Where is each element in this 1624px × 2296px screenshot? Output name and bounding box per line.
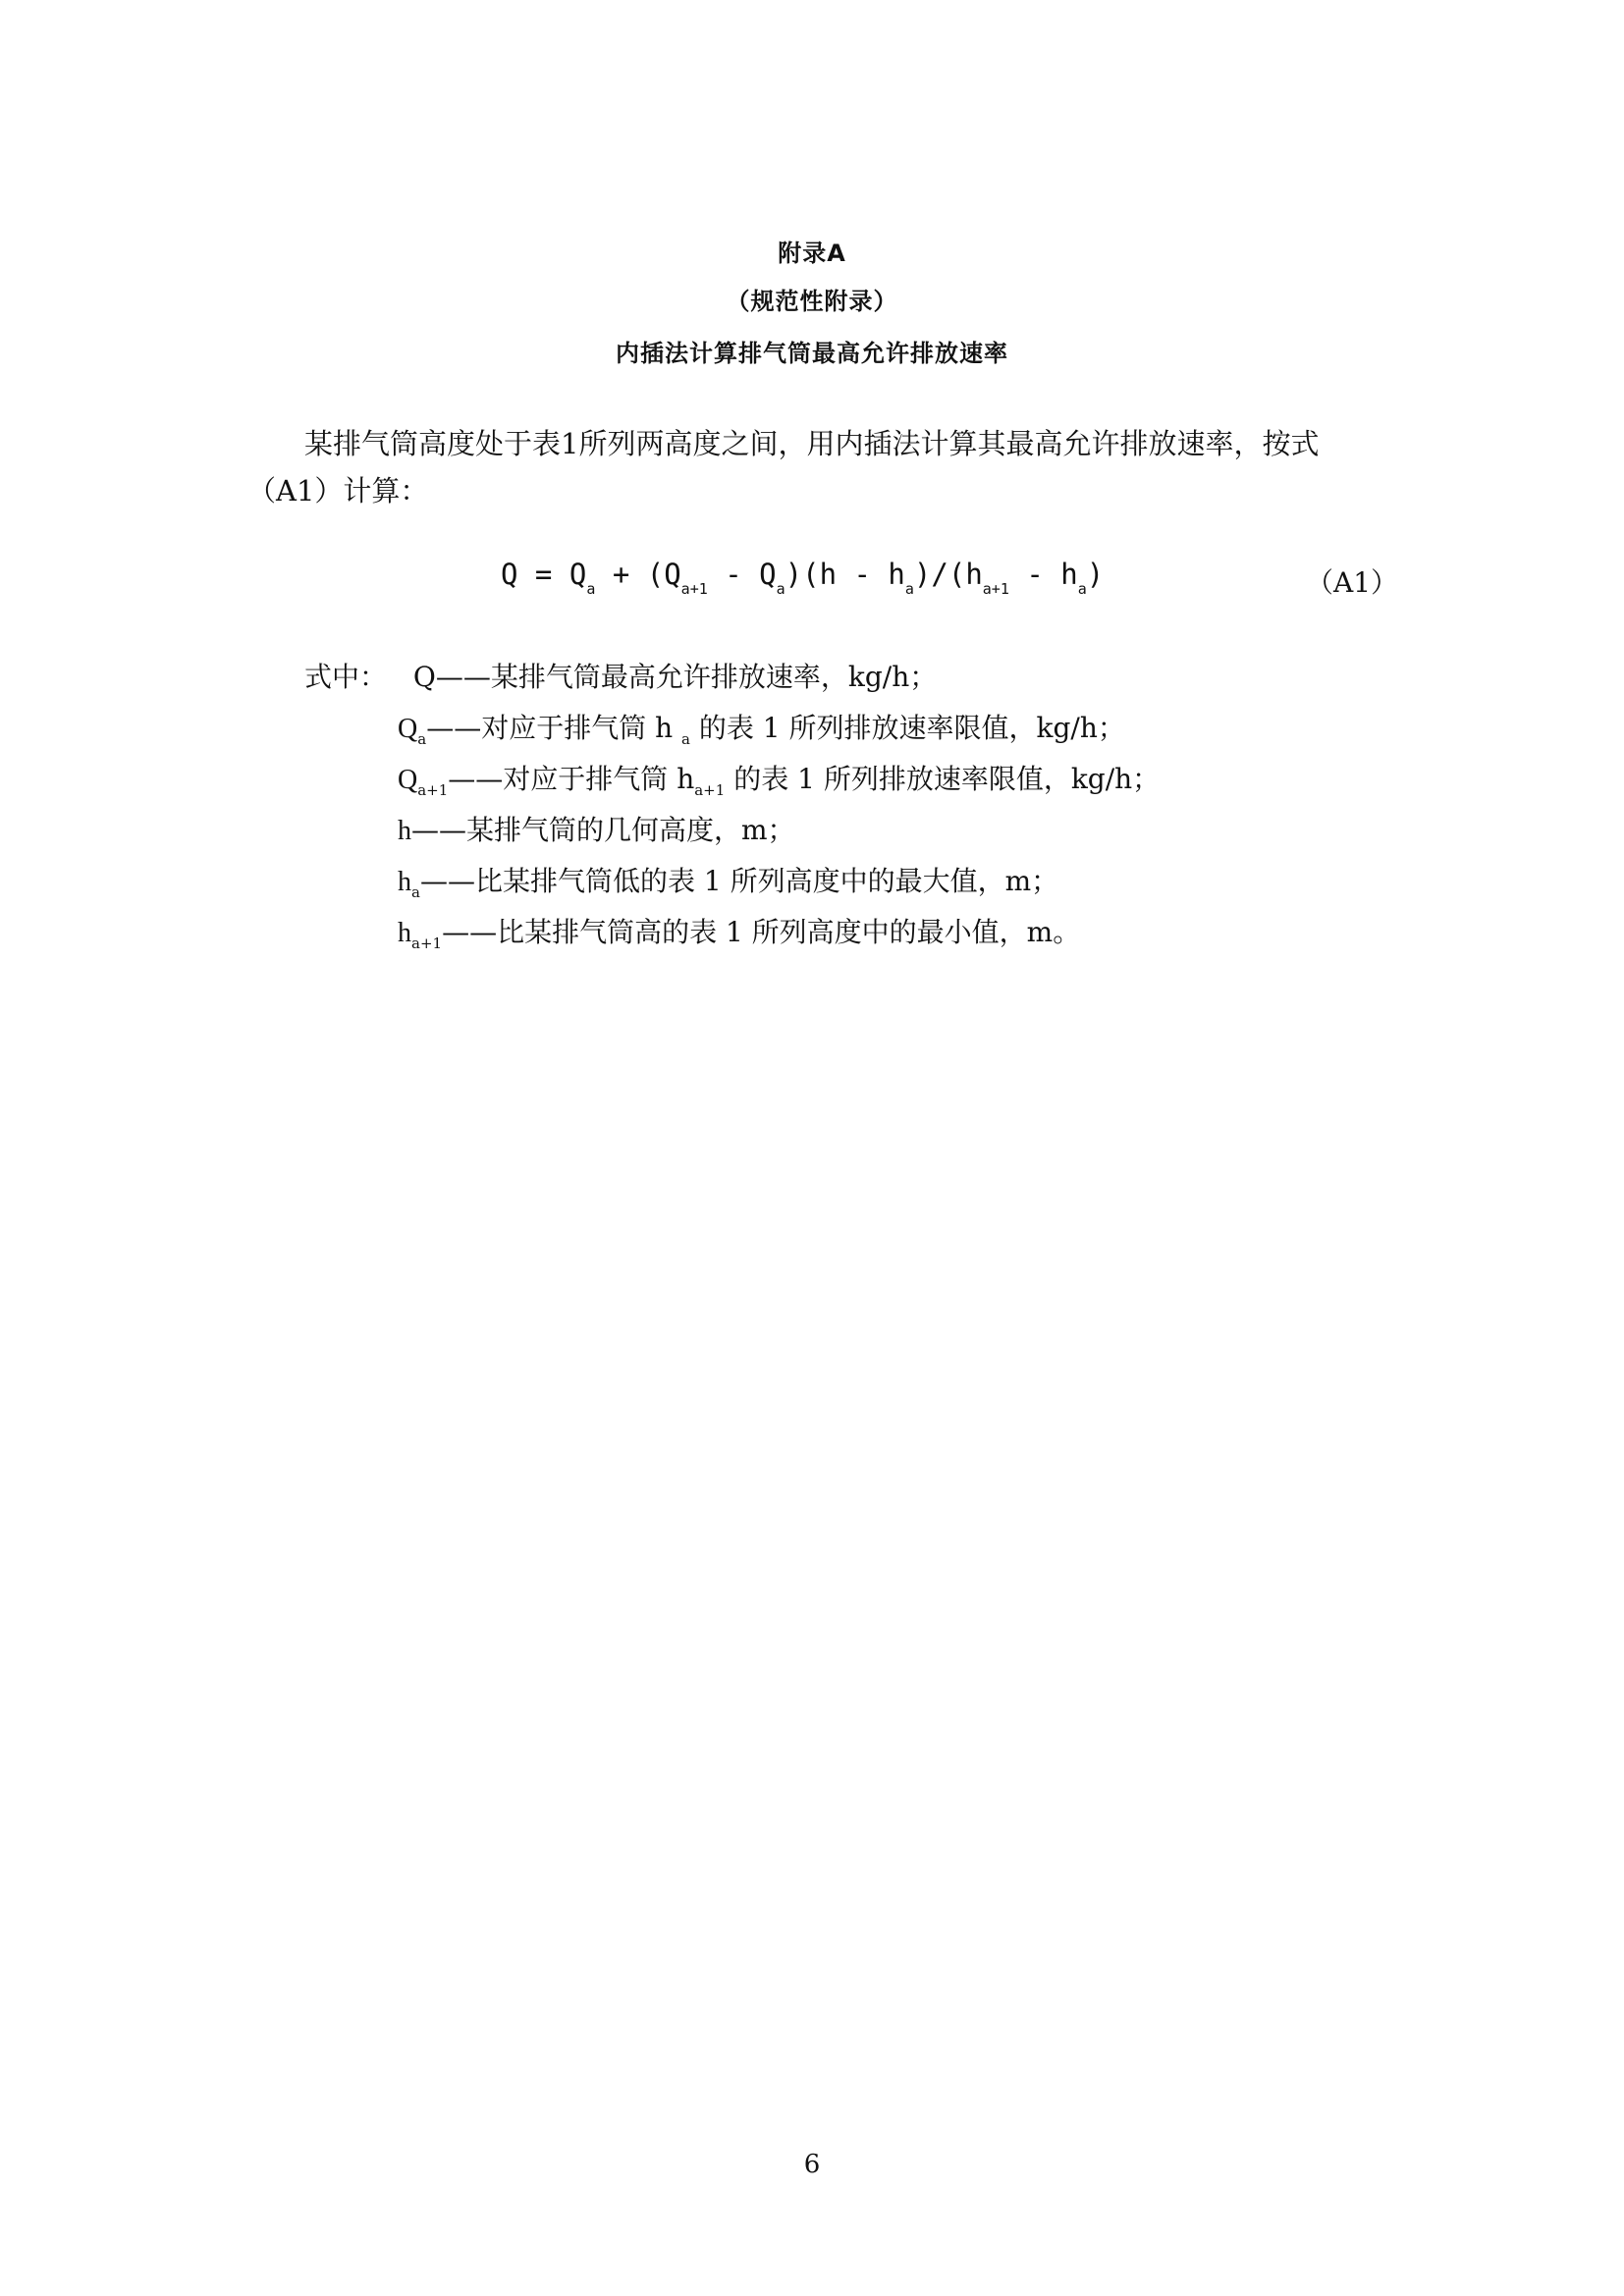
equation-number: （A1） (1306, 566, 1399, 599)
variable-subscript: a (417, 730, 427, 748)
variable-subscript: a+1 (694, 781, 726, 799)
formula-subscript: a (1077, 580, 1087, 598)
formula-part: h (965, 558, 983, 591)
annex-title: 附录A (778, 240, 846, 267)
where-clause (304, 653, 937, 702)
variable-desc: ——比某排气筒低的表 1 所列高度中的最大值，m； (419, 865, 1059, 897)
formula-subscript: a+1 (680, 580, 708, 598)
variable-symbol: Q (398, 765, 418, 795)
variable-subscript: a+1 (417, 781, 449, 799)
formula-part: Q (568, 558, 587, 591)
variable-desc: ——对应于排气筒 h (426, 712, 674, 744)
formula-part: Q (664, 558, 681, 591)
where-label: 式中： (304, 661, 388, 693)
formula-part: + ( (595, 558, 665, 591)
variable-subscript: a (411, 883, 420, 901)
variable-definition (398, 758, 1160, 797)
formula-subscript: a (776, 580, 785, 598)
formula-part: ) (1086, 558, 1105, 591)
variable-desc: 的表 1 所列排放速率限值，kg/h； (698, 712, 1125, 744)
formula-subscript: a+1 (982, 580, 1009, 598)
variable-symbol: Q (412, 661, 436, 693)
formula-a1 (501, 558, 1105, 598)
page-number: 6 (803, 2150, 821, 2179)
formula-subscript: a (904, 580, 914, 598)
variable-subscript: a+1 (411, 934, 443, 952)
variable-subscript: a (681, 730, 690, 748)
variable-definition (398, 809, 795, 848)
formula-part: - (707, 558, 760, 591)
variable-desc: ——对应于排气筒 h (448, 763, 695, 795)
intro-paragraph: 某排气筒高度处于表1所列两高度之间，用内插法计算其最高允许排放速率，按式（A1）计算： (247, 427, 1320, 507)
variable-symbol: h (398, 918, 411, 948)
annex-subtitle: 内插法计算排气筒最高允许排放速率 (616, 340, 1008, 367)
formula-subscript: a (586, 580, 596, 598)
formula-part: h (888, 558, 905, 591)
variable-desc: ——某排气筒的几何高度，m； (411, 814, 795, 846)
variable-symbol: h (398, 867, 411, 897)
formula-part: )(h - (785, 558, 889, 591)
formula-part: Q (501, 558, 518, 591)
formula-part: - (1008, 558, 1061, 591)
variable-definition (413, 661, 937, 693)
formula-part: h (1060, 558, 1078, 591)
variable-definition (398, 707, 1125, 746)
annex-type: （规范性附录） (726, 288, 898, 315)
variable-desc: 的表 1 所列排放速率限值，kg/h； (733, 763, 1161, 795)
variable-definition (398, 860, 1058, 899)
variable-desc: ——比某排气筒高的表 1 所列高度中的最小值，m。 (442, 916, 1081, 948)
formula-part: = (517, 558, 569, 591)
formula-part: )/( (913, 558, 966, 591)
variable-definition (398, 911, 1080, 950)
variable-desc: ——某排气筒最高允许排放速率，kg/h； (435, 661, 938, 693)
variable-symbol: h (398, 816, 411, 846)
variable-symbol: Q (398, 714, 418, 744)
formula-part: Q (759, 558, 777, 591)
